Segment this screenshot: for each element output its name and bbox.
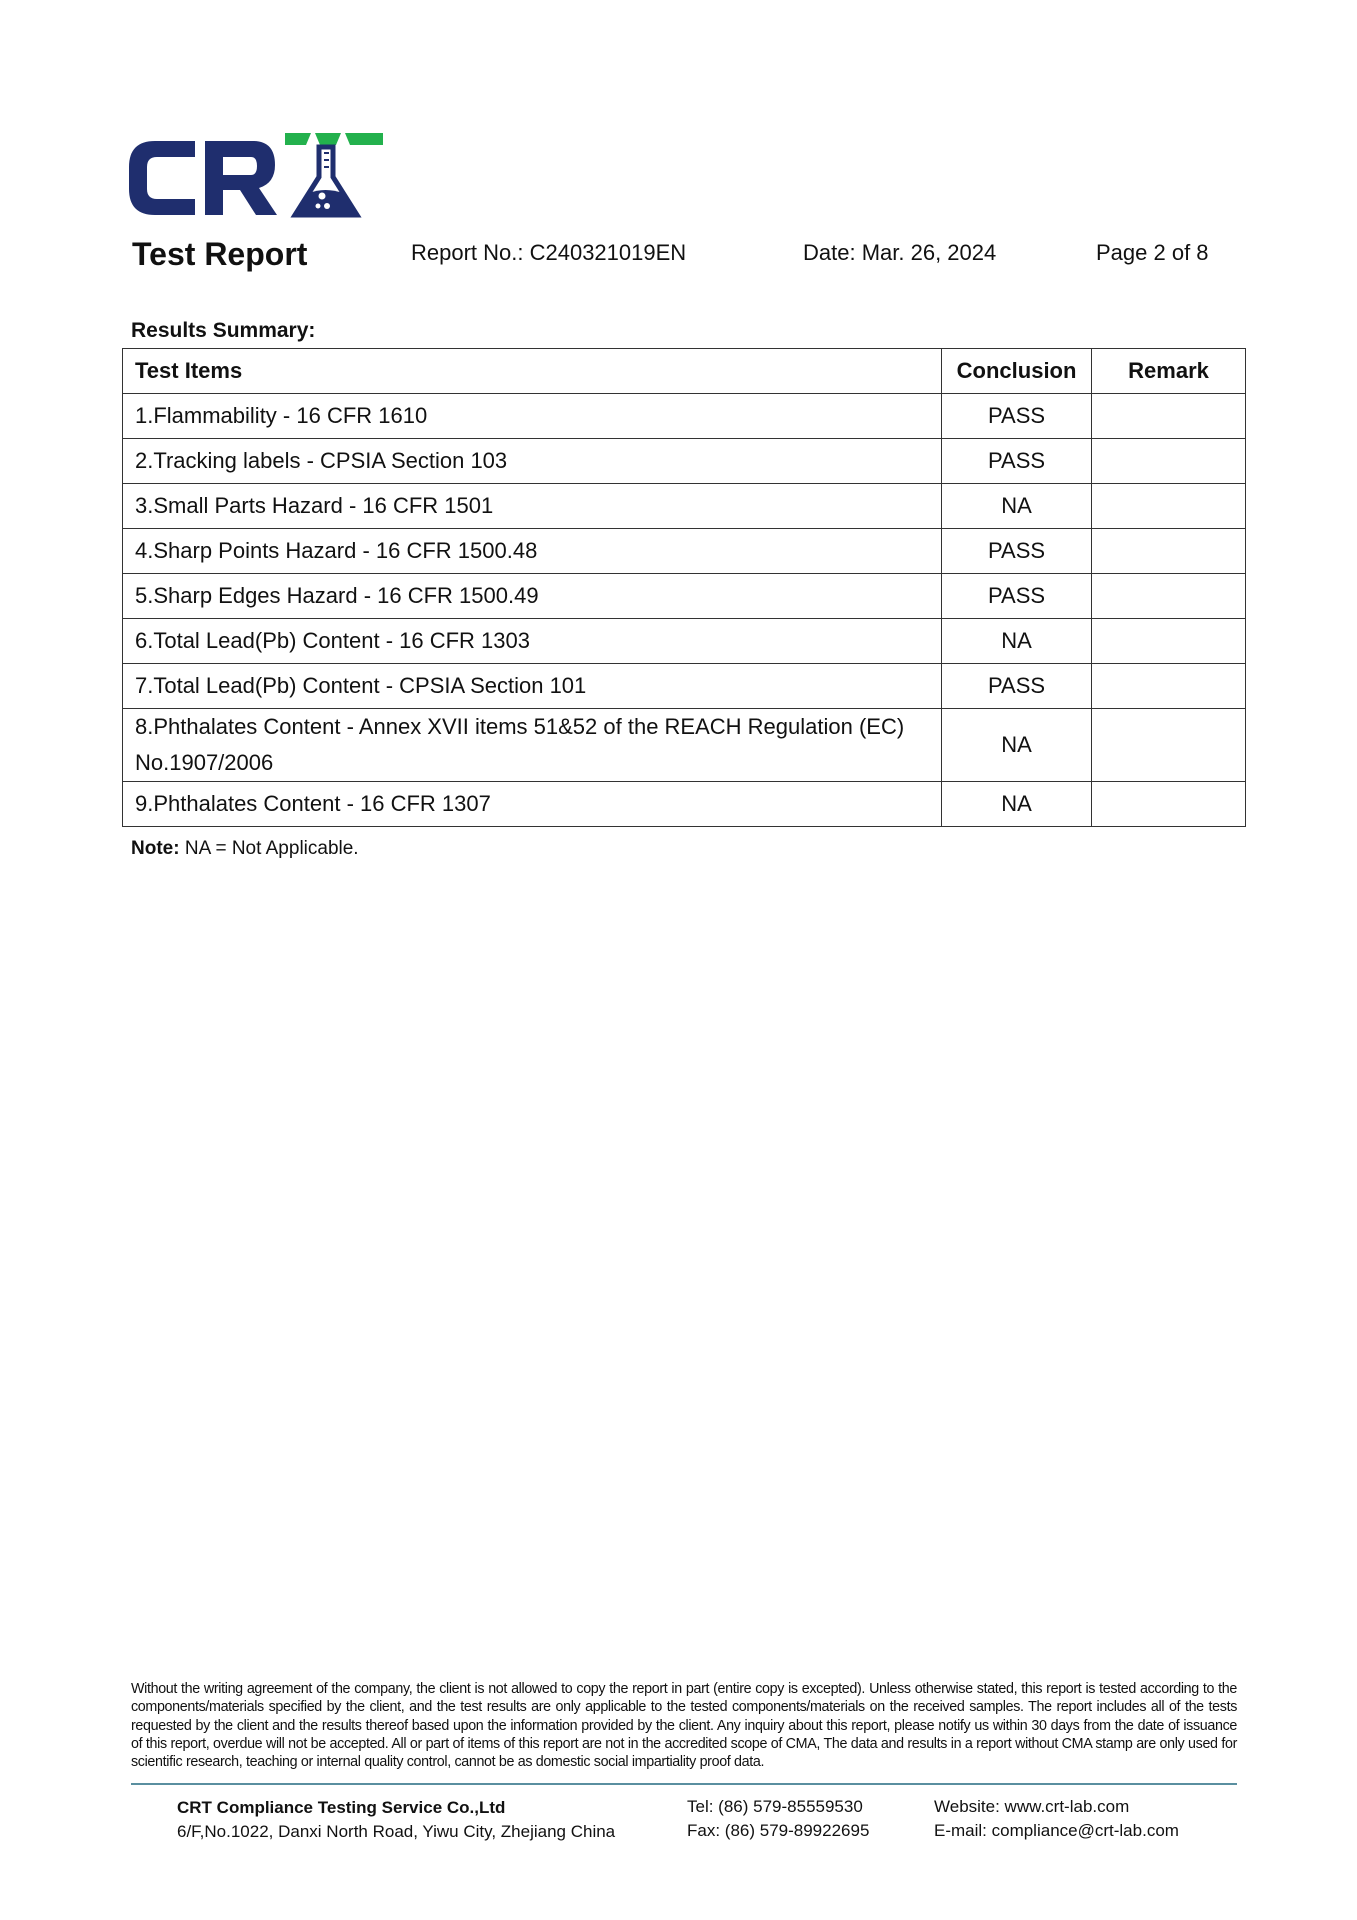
test-item-cell: 8.Phthalates Content - Annex XVII items 51&52 of the REACH Regulation (EC) No.1907/2006 xyxy=(123,709,942,782)
section-heading: Results Summary: xyxy=(131,319,316,342)
note xyxy=(131,838,359,860)
remark-cell xyxy=(1092,619,1246,664)
test-item-cell: 3.Small Parts Hazard - 16 CFR 1501 xyxy=(123,484,942,529)
conclusion-cell: PASS xyxy=(942,529,1092,574)
remark-cell xyxy=(1092,439,1246,484)
conclusion-cell: NA xyxy=(942,709,1092,782)
footer-divider xyxy=(131,1783,1237,1785)
page-indicator: Page 2 of 8 xyxy=(1096,240,1209,265)
remark-cell xyxy=(1092,484,1246,529)
website: Website: www.crt-lab.com xyxy=(934,1797,1130,1816)
table-header-row xyxy=(123,349,1246,394)
conclusion-cell: NA xyxy=(942,619,1092,664)
conclusion-cell: PASS xyxy=(942,574,1092,619)
test-item-cell: 2.Tracking labels - CPSIA Section 103 xyxy=(123,439,942,484)
test-item-cell: 6.Total Lead(Pb) Content - 16 CFR 1303 xyxy=(123,619,942,664)
test-item-cell: 4.Sharp Points Hazard - 16 CFR 1500.48 xyxy=(123,529,942,574)
remark-cell xyxy=(1092,394,1246,439)
disclaimer: Without the writing agreement of the company, the client is not allowed to copy the report in part (entire copy is excepted). Unless otherwise stated, this report is tested according to the components/materials specified by the client, and the test results are only applicable to the tested components/materials on the received samples. The report includes all of the tests requested by the client and the results thereof based upon the information provided by the client. Any inquiry about this report, please notify us within 30 days from the date of issuance of this report, overdue will not be accepted. All or part of items of this report are not in the accredited scope of CMA, The data and results in a report without CMA stamp are only used for scientific research, teaching or internal quality control, cannot be as domestic social impartiality proof data. xyxy=(131,1681,1237,1771)
email: E-mail: compliance@crt-lab.com xyxy=(934,1821,1179,1840)
telephone: Tel: (86) 579-85559530 xyxy=(687,1797,863,1816)
results-table xyxy=(122,348,1246,827)
test-item-cell: 1.Flammability - 16 CFR 1610 xyxy=(123,394,942,439)
conclusion-cell: PASS xyxy=(942,439,1092,484)
table-row xyxy=(123,394,1246,439)
table-row xyxy=(123,782,1246,827)
table-row xyxy=(123,574,1246,619)
report-number: Report No.: C240321019EN xyxy=(411,240,687,265)
company-address: 6/F,No.1022, Danxi North Road, Yiwu City, Zhejiang China xyxy=(177,1822,616,1841)
conclusion-cell: NA xyxy=(942,782,1092,827)
remark-cell xyxy=(1092,664,1246,709)
column-header-test-items: Test Items xyxy=(123,349,942,394)
table-row xyxy=(123,619,1246,664)
company-name: CRT Compliance Testing Service Co.,Ltd xyxy=(177,1798,506,1817)
test-item-cell: 5.Sharp Edges Hazard - 16 CFR 1500.49 xyxy=(123,574,942,619)
crt-logo xyxy=(125,133,383,221)
table-row xyxy=(123,529,1246,574)
remark-cell xyxy=(1092,574,1246,619)
column-header-conclusion: Conclusion xyxy=(942,349,1092,394)
table-row xyxy=(123,664,1246,709)
remark-cell xyxy=(1092,782,1246,827)
document-title: Test Report xyxy=(132,236,308,272)
table-row xyxy=(123,709,1246,782)
remark-cell xyxy=(1092,529,1246,574)
conclusion-cell: PASS xyxy=(942,664,1092,709)
remark-cell xyxy=(1092,709,1246,782)
table-row xyxy=(123,484,1246,529)
note-text: NA = Not Applicable. xyxy=(179,838,359,859)
note-label: Note: xyxy=(131,838,180,859)
test-item-cell: 7.Total Lead(Pb) Content - CPSIA Section 101 xyxy=(123,664,942,709)
column-header-remark: Remark xyxy=(1092,349,1246,394)
table-row xyxy=(123,439,1246,484)
conclusion-cell: PASS xyxy=(942,394,1092,439)
report-date: Date: Mar. 26, 2024 xyxy=(803,240,997,265)
test-item-cell: 9.Phthalates Content - 16 CFR 1307 xyxy=(123,782,942,827)
conclusion-cell: NA xyxy=(942,484,1092,529)
fax: Fax: (86) 579-89922695 xyxy=(687,1821,870,1840)
